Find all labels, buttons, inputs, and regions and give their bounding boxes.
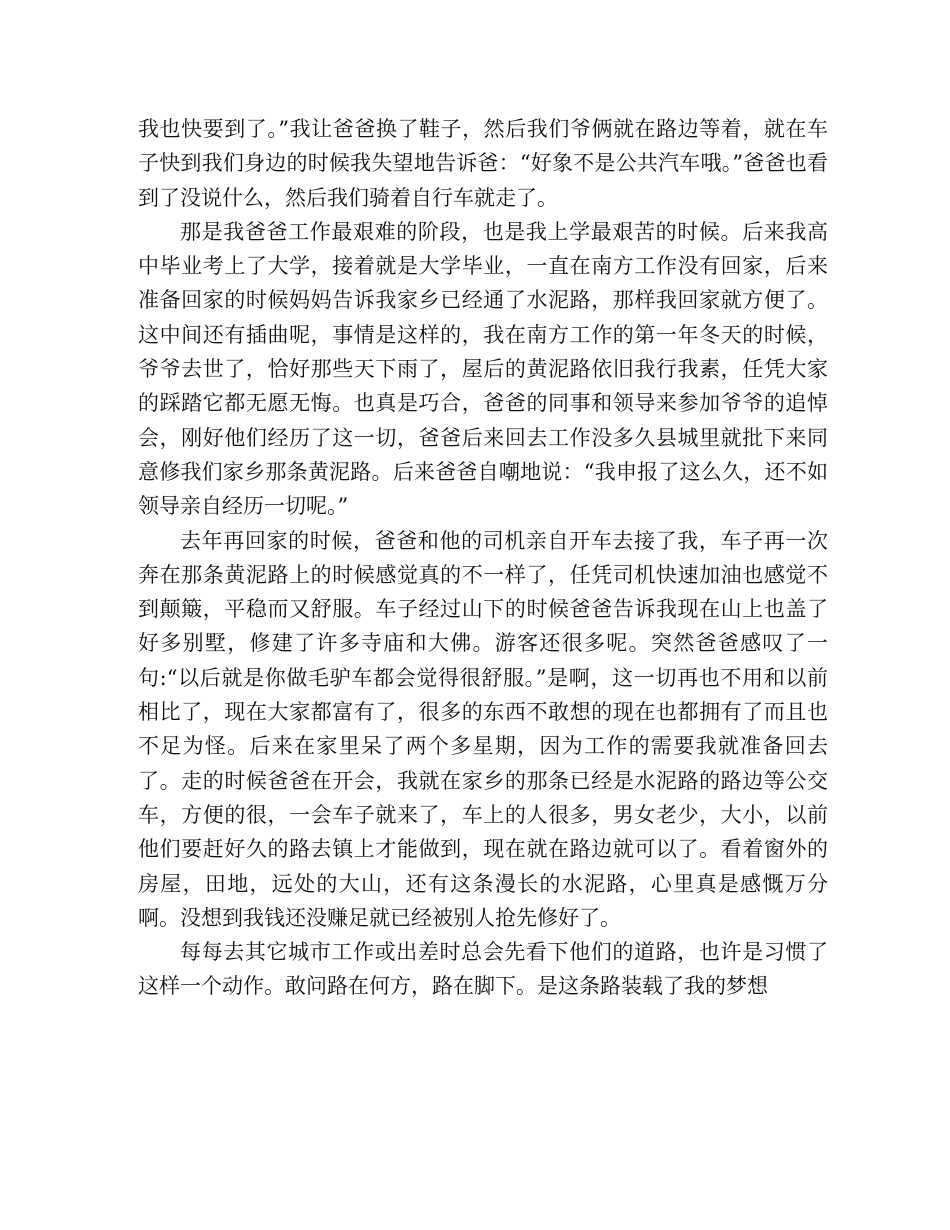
paragraph-3: 去年再回家的时候，爸爸和他的司机亲自开车去接了我，车子再一次奔在那条黄泥路上的时候感觉真的不一样了，任凭司机快速加油也感觉不到颠簸，平稳而又舒服。车子经过山下的时候爸爸告诉我现在山上也盖了好多别墅，修建了许多寺庙和大佛。游客还很多呢。突然爸爸感叹了一句:“以后就是你做毛驴车都会觉得很舒服。”是啊，这一切再也不用和以前相比了，现在大家都富有了，很多的东西不敢想的现在也都拥有了而且也不足为怪。后来在家里呆了两个多星期，因为工作的需要我就准备回去了。走的时候爸爸在开会，我就在家乡的那条已经是水泥路的路边等公交车，方便的很，一会车子就来了，车上的人很多，男女老少，大小，以前他们要赶好久的路去镇上才能做到，现在就在路边就可以了。看着窗外的房屋，田地，远处的大山，还有这条漫长的水泥路，心里真是感慨万分啊。没想到我钱还没赚足就已经被别人抢先修好了。	[138, 528, 828, 930]
document-body	[138, 112, 828, 1004]
paragraph-1: 我也快要到了。”我让爸爸换了鞋子，然后我们爷俩就在路边等着，就在车子快到我们身边的时候我失望地告诉爸：“好象不是公共汽车哦。”爸爸也看到了没说什么，然后我们骑着自行车就走了。	[138, 117, 828, 210]
paragraph-4: 每每去其它城市工作或出差时总会先看下他们的道路，也许是习惯了这样一个动作。敢问路在何方，路在脚下。是这条路装载了我的梦想	[138, 940, 828, 999]
paragraph-2: 那是我爸爸工作最艰难的阶段，也是我上学最艰苦的时候。后来我高中毕业考上了大学，接着就是大学毕业，一直在南方工作没有回家，后来准备回家的时候妈妈告诉我家乡已经通了水泥路，那样我回家就方便了。这中间还有插曲呢，事情是这样的，我在南方工作的第一年冬天的时候，爷爷去世了，恰好那些天下雨了，屋后的黄泥路依旧我行我素，任凭大家的踩踏它都无愿无悔。也真是巧合，爸爸的同事和领导来参加爷爷的追悼会，刚好他们经历了这一切，爸爸后来回去工作没多久县城里就批下来同意修我们家乡那条黄泥路。后来爸爸自嘲地说：“我申报了这么久，还不如领导亲自经历一切呢。”	[138, 219, 828, 519]
